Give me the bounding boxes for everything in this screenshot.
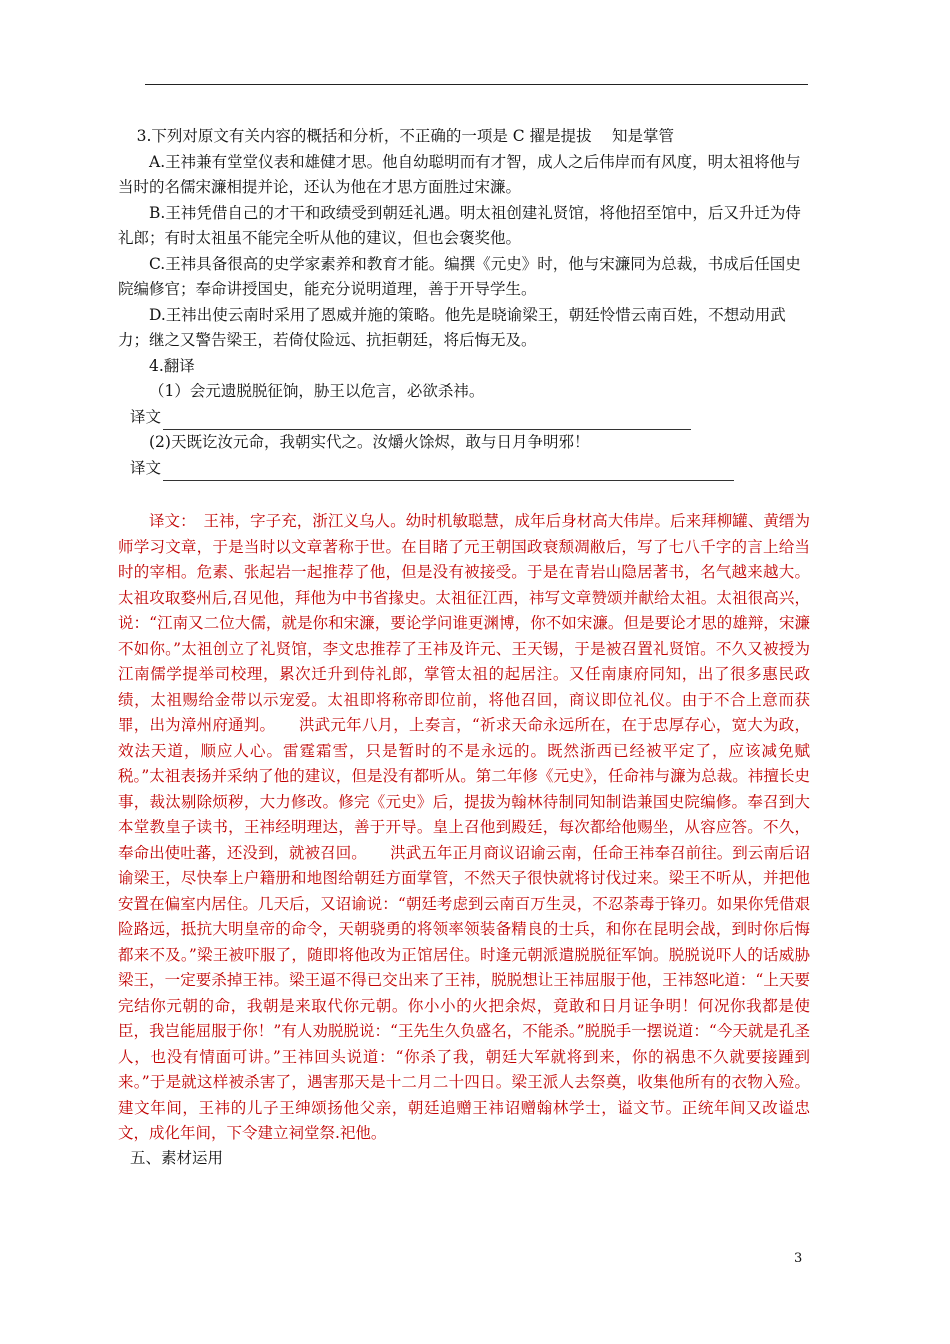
answer-blank-1[interactable] bbox=[163, 411, 691, 430]
section-5-title: 五、素材运用 bbox=[130, 1149, 224, 1167]
answer-line-2 bbox=[118, 456, 810, 482]
translation-paragraph-3: 洪武五年正月商议诏谕云南，任命王祎奉召前往。到云南后诏谕梁王，尽快奉上户籍册和地图给朝廷方面掌管，不然天子很快就将讨伐过来。梁王不听从，并把他安置在偏室内居住。几天后，又诏谕说：“朝廷考虑到云南百万生灵，不忍荼毒于锋刃。如果你凭借艰险路远，抵抗大明皇帝的命令，天朝骁勇的将领率领装备精良的士兵，和你在昆明会战，到时你后悔都来不及。”梁王被吓服了，随即将他改为正馆居住。时逢元朝派遣脱脱征军饷。脱脱说吓人的话威胁梁王，一定要杀掉王祎。梁王逼不得已交出来了王祎，脱脱想让王祎屈服于他，王祎怒叱道：“上天要完结你元朝的命，我朝是来取代你元朝。你小小的火把余烬，竟敢和日月证争明！何况你我都是使臣，我岂能屈服于你！”有人劝脱脱说：“王先生久负盛名，不能杀。”脱脱手一摆说道：“今天就是孔圣人，也没有情面可讲。”王祎回头说道：“你杀了我，朝廷大军就将到来，你的祸患不久就要接踵到来。”于是就这样被杀害了，遇害那天是十二月二十四日。梁王派人去祭奠，收集他所有的衣物入殓。建文年间，王祎的儿子王绅颂扬他父亲，朝廷追赠王祎诏赠翰林学士，谥文节。正统年间又改谥忠文，成化年间，下令建立祠堂祭.祀他。 bbox=[118, 843, 810, 1142]
question-3-stem: 3.下列对原文有关内容的概括和分析，不正确的一项是 C 擢是提拔 知是掌管 bbox=[136, 127, 675, 145]
question-4-title: 4.翻译 bbox=[149, 356, 195, 375]
page-number: 3 bbox=[794, 1251, 803, 1266]
answer-label-2: 译文 bbox=[130, 458, 162, 477]
answer-line-1 bbox=[118, 405, 810, 431]
question-3-option-b: B.王祎凭借自己的才干和政绩受到朝廷礼遇。明太祖创建礼贤馆，将他招至馆中，后又升迁为侍礼郎；有时太祖虽不能完全听从他的建议，但也会褒奖他。 bbox=[118, 203, 801, 247]
answer-label-1: 译文 bbox=[130, 407, 162, 426]
question-3-option-d: D.王祎出使云南时采用了恩威并施的策略。他先是晓谕梁王，朝廷怜惜云南百姓，不想动用武力；继之又警告梁王，若倚仗险远、抗拒朝廷，将后悔无及。 bbox=[118, 305, 786, 349]
answer-blank-2[interactable] bbox=[163, 462, 734, 481]
question-3-option-c: C.王祎具备很高的史学家素养和教育才能。编撰《元史》时，他与宋濂同为总裁，书成后任国史院编修官；奉命讲授国史，能充分说明道理，善于开导学生。 bbox=[118, 254, 801, 298]
question-3-option-a: A.王祎兼有堂堂仪表和雄健才思。他自幼聪明而有才智，成人之后伟岸而有风度，明太祖将他与当时的名儒宋濂相提并论，还认为他在才思方面胜过宋濂。 bbox=[118, 152, 801, 196]
translation-paragraph-1: 译文： 王祎，字子充，浙江义乌人。幼时机敏聪慧，成年后身材高大伟岸。后来拜柳罐、黄缙为师学习文章，于是当时以文章著称于世。在目睹了元王朝国政衰颓凋敝后，写了七八千字的言上给当时的宰相。危素、张起岩一起推荐了他，但是没有被接受。于是在青岩山隐居著书，名气越来越大。太祖攻取婺州后,召见他，拜他为中书省掾史。太祖征江西，祎写文章赞颂并献给太祖。太祖很高兴，说：“江南又二位大儒，就是你和宋濂，要论学问谁更渊博，你不如宋濂。但是要论才思的雄辩，宋濂不如你。”太祖创立了礼贤馆，李文忠推荐了王祎及许元、王天锡，于是被召置礼贤馆。不久又被授为江南儒学提举司校理，累次迁升到侍礼郎，掌管太祖的起居注。又任南康府同知，出了很多惠民政绩，太祖赐给金带以示宠爱。太祖即将称帝即位前，将他召回，商议即位礼仪。由于不合上意而获罪，出为漳州府通判。 bbox=[118, 512, 810, 734]
header-rule bbox=[145, 84, 808, 85]
document-body bbox=[118, 124, 810, 1147]
question-4-sentence-2: (2)天既讫汝元命，我朝实代之。汝爝火馀烬，敢与日月争明邪！ bbox=[149, 433, 590, 451]
question-4-sentence-1: （1）会元遗脱脱征饷，胁王以危言，必欲杀祎。 bbox=[149, 382, 485, 400]
translation-block bbox=[118, 509, 810, 1147]
translation-paragraph-2: 洪武元年八月，上奏言，“祈求天命永远所在，在于忠厚存心，宽大为政，效法天道，顺应人心。雷霆霜雪，只是暂时的不是永远的。既然浙西已经被平定了，应该减免赋税。”太祖表扬并采纳了他的建议，但是没有都听从。第二年修《元史》，任命祎与濂为总裁。祎擅长史事，裁汰剔除烦秽，大力修改。修完《元史》后，提拔为翰林待制同知制诰兼国史院编修。奉召到大本堂教皇子读书，王祎经明理达，善于开导。皇上召他到殿廷，每次都给他赐坐，从容应答。不久，奉命出使吐蕃，还没到，就被召回。 bbox=[118, 716, 810, 862]
